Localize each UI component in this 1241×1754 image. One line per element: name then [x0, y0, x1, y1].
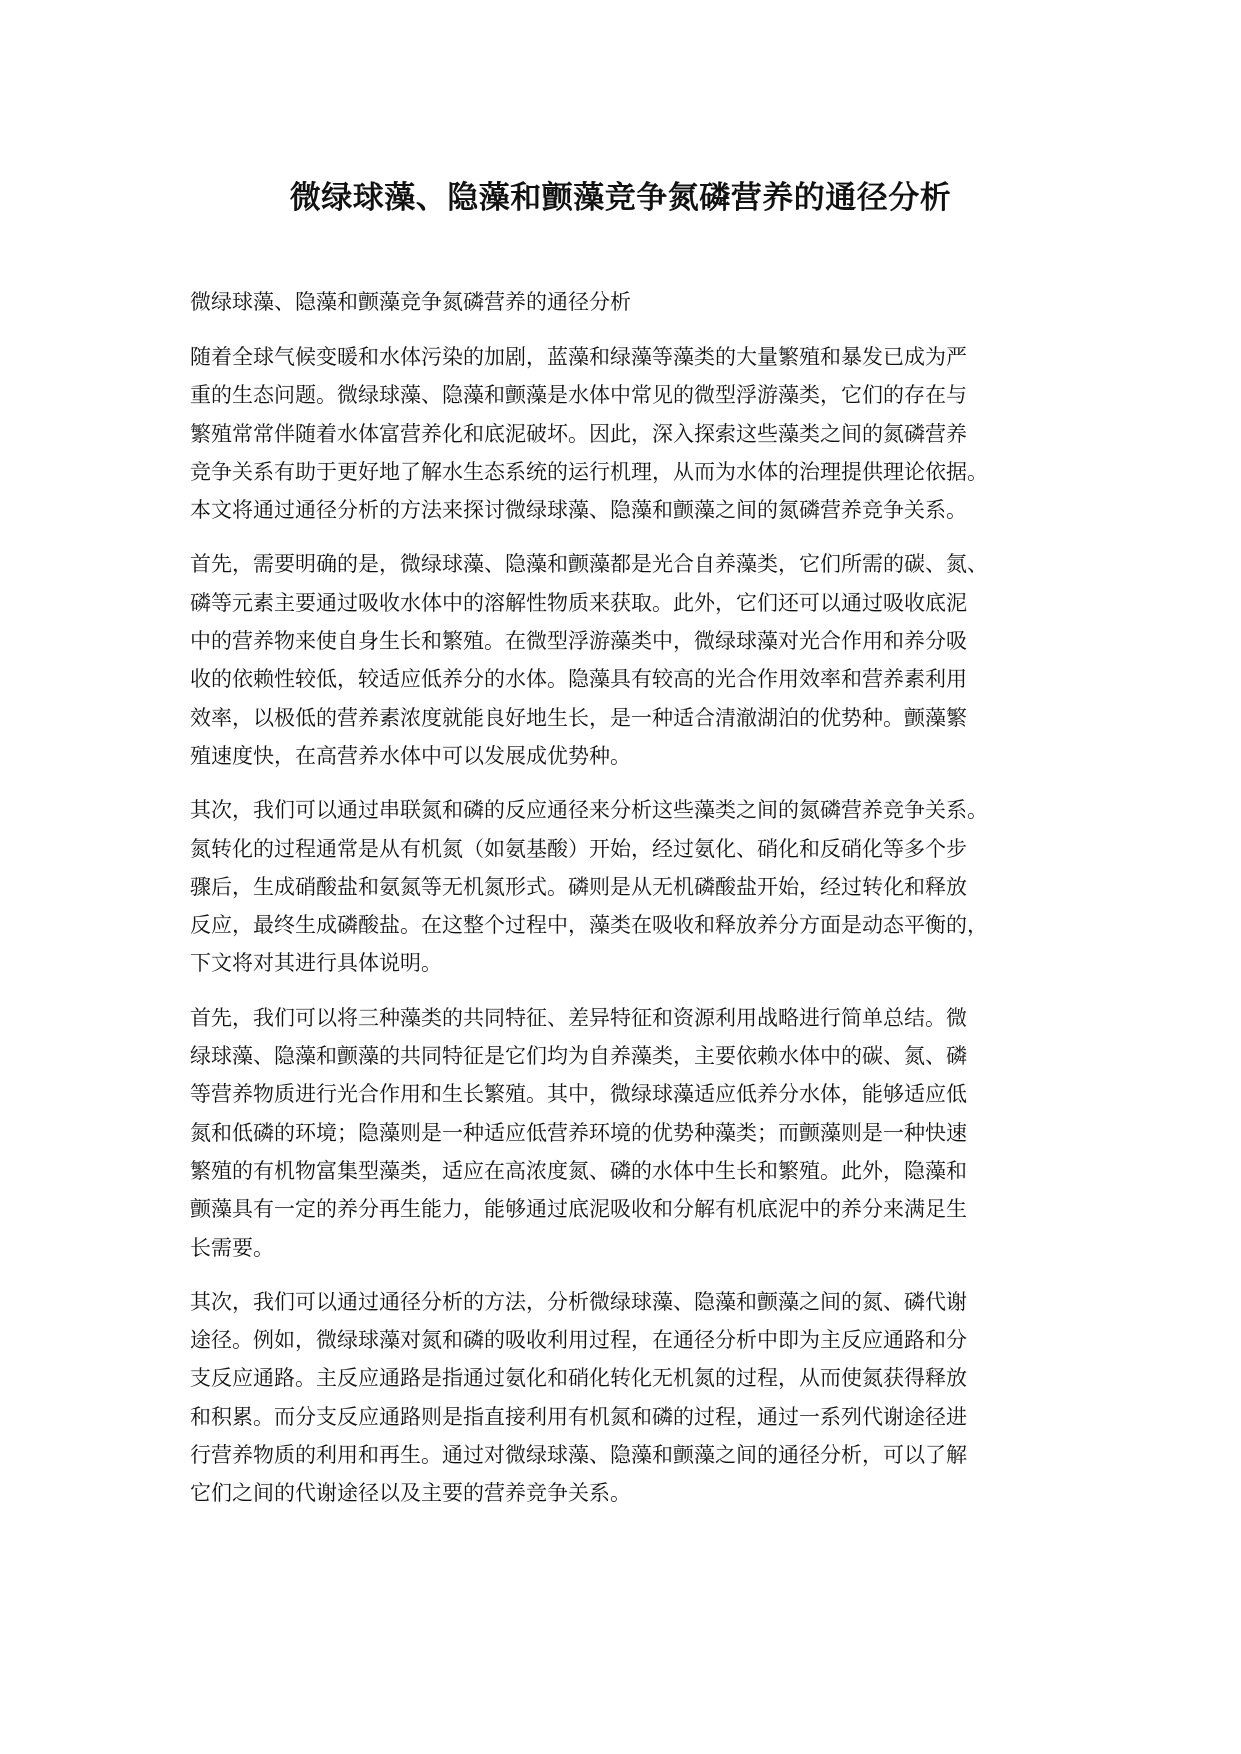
paragraph-line: 随着全球气候变暖和水体污染的加剧，蓝藻和绿藻等藻类的大量繁殖和暴发已成为严 — [190, 345, 967, 369]
paragraph-line: 竞争关系有助于更好地了解水生态系统的运行机理，从而为水体的治理提供理论依据。 — [190, 459, 988, 484]
paragraph-line: 收的依赖性较低，较适应低养分的水体。隐藻具有较高的光合作用效率和营养素利用 — [190, 667, 967, 692]
paragraph — [190, 1283, 1072, 1513]
paragraph-line: 反应，最终生成磷酸盐。在这整个过程中，藻类在吸收和释放养分方面是动态平衡的， — [190, 913, 988, 938]
paragraph — [190, 999, 1072, 1267]
paragraph-line: 中的营养物来使自身生长和繁殖。在微型浮游藻类中，微绿球藻对光合作用和养分吸 — [190, 629, 967, 654]
paragraph-line: 氮和低磷的环境；隐藻则是一种适应低营养环境的优势种藻类；而颤藻则是一种快速 — [190, 1120, 967, 1145]
paragraph-line: 途径。例如，微绿球藻对氮和磷的吸收利用过程，在通径分析中即为主反应通路和分 — [190, 1328, 967, 1353]
paragraph-line: 和积累。而分支反应通路则是指直接利用有机氮和磷的过程，通过一系列代谢途径进 — [190, 1404, 967, 1429]
paragraph — [190, 338, 1072, 529]
paragraph-line: 长需要。 — [190, 1235, 274, 1260]
document-title: 微绿球藻、隐藻和颤藻竞争氮磷营养的通径分析 — [289, 180, 952, 216]
paragraph-line: 繁殖的有机物富集型藻类，适应在高浓度氮、磷的水体中生长和繁殖。此外，隐藻和 — [190, 1158, 967, 1183]
paragraph-line: 首先，需要明确的是，微绿球藻、隐藻和颤藻都是光合自养藻类，它们所需的碳、氮、 — [190, 552, 988, 577]
paragraph-line: 等营养物质进行光合作用和生长繁殖。其中，微绿球藻适应低养分水体，能够适应低 — [190, 1082, 967, 1107]
paragraph-line: 它们之间的代谢途径以及主要的营养竞争关系。 — [190, 1481, 631, 1506]
paragraph-line: 下文将对其进行具体说明。 — [190, 951, 442, 976]
paragraph-line: 氮转化的过程通常是从有机氮（如氨基酸）开始，经过氨化、硝化和反硝化等多个步 — [190, 836, 967, 861]
paragraph-line: 其次，我们可以通过通径分析的方法，分析微绿球藻、隐藻和颤藻之间的氮、磷代谢 — [190, 1289, 967, 1314]
paragraph-line: 殖速度快，在高营养水体中可以发展成优势种。 — [190, 743, 631, 768]
document-body — [190, 282, 1072, 1529]
paragraph-line: 颤藻具有一定的养分再生能力，能够通过底泥吸收和分解有机底泥中的养分来满足生 — [190, 1197, 967, 1222]
paragraph-line: 绿球藻、隐藻和颤藻的共同特征是它们均为自养藻类，主要依赖水体中的碳、氮、磷 — [190, 1044, 967, 1069]
paragraph-line: 支反应通路。主反应通路是指通过氨化和硝化转化无机氮的过程，从而使氮获得释放 — [190, 1366, 967, 1391]
paragraph-line: 重的生态问题。微绿球藻、隐藻和颤藻是水体中常见的微型浮游藻类，它们的存在与 — [190, 383, 967, 408]
paragraph-line: 其次，我们可以通过串联氮和磷的反应通径来分析这些藻类之间的氮磷营养竞争关系。 — [190, 798, 988, 823]
paragraph-line: 骤后，生成硝酸盐和氨氮等无机氮形式。磷则是从无机磷酸盐开始，经过转化和释放 — [190, 874, 967, 899]
paragraph-line: 本文将通过通径分析的方法来探讨微绿球藻、隐藻和颤藻之间的氮磷营养竞争关系。 — [190, 498, 967, 523]
paragraph-line: 繁殖常常伴随着水体富营养化和底泥破坏。因此，深入探索这些藻类之间的氮磷营养 — [190, 421, 967, 446]
paragraph-line: 首先，我们可以将三种藻类的共同特征、差异特征和资源利用战略进行简单总结。微 — [190, 1005, 967, 1030]
paragraph — [190, 791, 1072, 982]
paragraph — [190, 545, 1072, 775]
paragraph-line: 磷等元素主要通过吸收水体中的溶解性物质来获取。此外，它们还可以通过吸收底泥 — [190, 590, 967, 615]
paragraph-line: 效率，以极低的营养素浓度就能良好地生长，是一种适合清澈湖泊的优势种。颤藻繁 — [190, 705, 967, 730]
document-subtitle: 微绿球藻、隐藻和颤藻竞争氮磷营养的通径分析 — [190, 290, 631, 314]
paragraph-line: 行营养物质的利用和再生。通过对微绿球藻、隐藻和颤藻之间的通径分析，可以了解 — [190, 1443, 967, 1468]
